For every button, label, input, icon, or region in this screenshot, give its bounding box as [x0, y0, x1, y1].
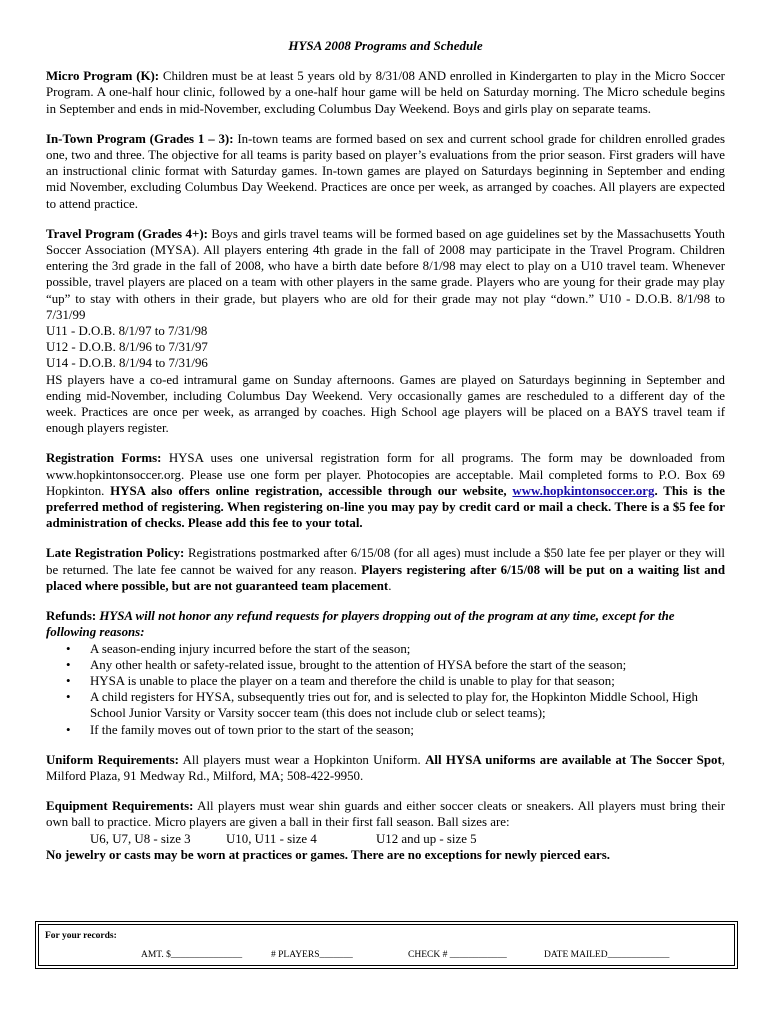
list-item [66, 722, 725, 738]
reason-text: If the family moves out of town prior to the start of the season; [90, 722, 414, 737]
list-item [66, 657, 725, 673]
records-box [38, 924, 735, 966]
check-field[interactable]: CHECK # ____________ [408, 950, 507, 960]
travel-program-heading: Travel Program (Grades 4+): [46, 226, 208, 241]
dob-line: U11 - D.O.B. 8/1/97 to 7/31/98 [46, 324, 208, 339]
bullet-icon: • [66, 657, 71, 672]
refunds-heading: Refunds: [46, 609, 97, 624]
travel-program-section [46, 226, 725, 437]
refunds-policy-text: HYSA will not honor any refund requests for players dropping out of the program at any time, except for the following reasons: [46, 609, 675, 640]
online-registration-text: HYSA also offers online registration, accessible through our website, [110, 483, 513, 498]
late-registration-text: Registrations postmarked after 6/15/08 (for all ages) must include a $50 late fee per player or they will be returned. The late fee cannot be waived for any reason. [46, 546, 725, 577]
late-registration-section [46, 545, 725, 594]
refund-reasons-list [46, 641, 725, 738]
dob-list [46, 323, 725, 372]
dob-line: U12 - D.O.B. 8/1/96 to 7/31/97 [46, 340, 208, 355]
website-link[interactable]: www.hopkintonsoccer.org [512, 483, 655, 498]
uniform-section [46, 752, 725, 784]
ball-size: U12 and up - size 5 [376, 831, 477, 846]
registration-heading: Registration Forms: [46, 451, 162, 466]
preferred-method-text: . This is the preferred method of registering. When registering on-line you may pay by credit card or mail a check. There is a $5 fee for administration of checks. Please add this fee to your total. [46, 483, 725, 531]
amount-field[interactable]: AMT. $_______________ [141, 950, 243, 960]
soccer-spot-address: , Milford Plaza, 91 Medway Rd., Milford, MA; 508-422-9950. [46, 752, 725, 783]
equipment-section [46, 798, 725, 863]
late-registration-heading: Late Registration Policy: [46, 546, 185, 561]
players-field[interactable]: # PLAYERS_______ [271, 950, 353, 960]
micro-program-section [46, 68, 725, 117]
bullet-icon: • [66, 722, 71, 737]
document-page [46, 38, 725, 863]
uniform-text: All players must wear a Hopkinton Uniform. [178, 752, 426, 767]
uniform-heading: Uniform Requirements: [46, 752, 179, 767]
bullet-icon: • [66, 673, 71, 688]
bullet-icon: • [66, 690, 71, 705]
late-period: . [388, 578, 392, 593]
ball-size: U10, U11 - size 4 [226, 831, 317, 846]
hs-players-text: HS players have a co-ed intramural game on Sunday afternoons. Games are played on Saturdays beginning in September and ending mid-November, including Columbus Day Weekend. Very occasionally games are rescheduled to a different day of the week. Practices are once per week, as arranged by coaches. High School age players will be placed on a BAYS travel team if enough players register. [46, 372, 725, 436]
equipment-heading: Equipment Requirements: [46, 799, 194, 814]
intown-program-heading: In-Town Program (Grades 1 – 3): [46, 131, 234, 146]
reason-text: HYSA is unable to place the player on a team and therefore the child is unable to play for that season; [90, 673, 615, 688]
bullet-icon: • [66, 641, 71, 656]
date-mailed-field[interactable]: DATE MAILED_____________ [544, 950, 670, 960]
list-item [66, 673, 725, 689]
refunds-section [46, 608, 725, 738]
jewelry-note: No jewelry or casts may be worn at practices or games. There are no exceptions for newly pierced ears. [46, 847, 610, 862]
equipment-text: All players must wear shin guards and either soccer cleats or sneakers. All players must bring their own ball to practice. Micro players are given a ball in their first fall season. Ball sizes are: [46, 799, 725, 830]
list-item [66, 641, 725, 657]
travel-program-text: Boys and girls travel teams will be formed based on age guidelines set by the Massachusetts Youth Soccer Association (MYSA). All players entering 4th grade in the fall of 2008 may participate in the Travel Program. Children entering the 3rd grade in the fall of 2008, who have a birth date before 8/1/98 may elect to play on a U10 travel team. Whenever possible, travel players are placed on a team with other players in the same grade. Players who are young for their grade may play “up” to stay with others in their grade, but players who are old for their grade may not play “down.” U10 - D.O.B. 8/1/98 to 7/31/99 [46, 226, 725, 322]
micro-program-heading: Micro Program (K): [46, 69, 160, 84]
list-item [66, 689, 725, 721]
micro-program-text: Children must be at least 5 years old by 8/31/08 AND enrolled in Kindergarten to play in the Micro Soccer Program. A one-half hour clinic, followed by a one-half hour game will be held on Saturday morning. The Micro schedule begins in September and ends in mid-November, excluding Columbus Day Weekend. Boys and girls play on separate teams. [46, 69, 725, 116]
intown-program-section [46, 131, 725, 212]
ball-sizes-row [46, 831, 725, 847]
reason-text: A child registers for HYSA, subsequently tries out for, and is selected to play for, the Hopkinton Middle School, High School Junior Varsity or Varsity soccer team (this does not include club or select teams); [90, 690, 698, 721]
waiting-list-text: Players registering after 6/15/08 will be put on a waiting list and placed where possible, but are not guaranteed team placement [46, 562, 725, 593]
intown-program-text: In-town teams are formed based on sex and current school grade for children enrolled grades one, two and three. The objective for all teams is parity based on player’s evaluations from the prior season. First graders will have an instructional clinic format with Saturday games. In-town games are played on Saturdays beginning in September and ending mid November, excluding Columbus Day Weekend. Practices are once per week, as arranged by coaches. All players are expected to attend practice. [46, 131, 725, 211]
reason-text: A season-ending injury incurred before the start of the season; [90, 641, 411, 656]
soccer-spot-text: All HYSA uniforms are available at The Soccer Spot [425, 752, 722, 767]
reason-text: Any other health or safety-related issue, brought to the attention of HYSA before the start of the season; [90, 657, 627, 672]
registration-text: HYSA uses one universal registration form for all programs. The form may be downloaded from www.hopkintonsoccer.org. Please use one form per player. Photocopies are acceptable. Mail completed forms to P.O. Box 69 Hopkinton. [46, 451, 725, 498]
records-label: For your records: [45, 931, 117, 941]
dob-line: U14 - D.O.B. 8/1/94 to 7/31/96 [46, 356, 208, 371]
page-title: HYSA 2008 Programs and Schedule [288, 38, 483, 53]
ball-size: U6, U7, U8 - size 3 [90, 831, 191, 846]
registration-section [46, 450, 725, 531]
